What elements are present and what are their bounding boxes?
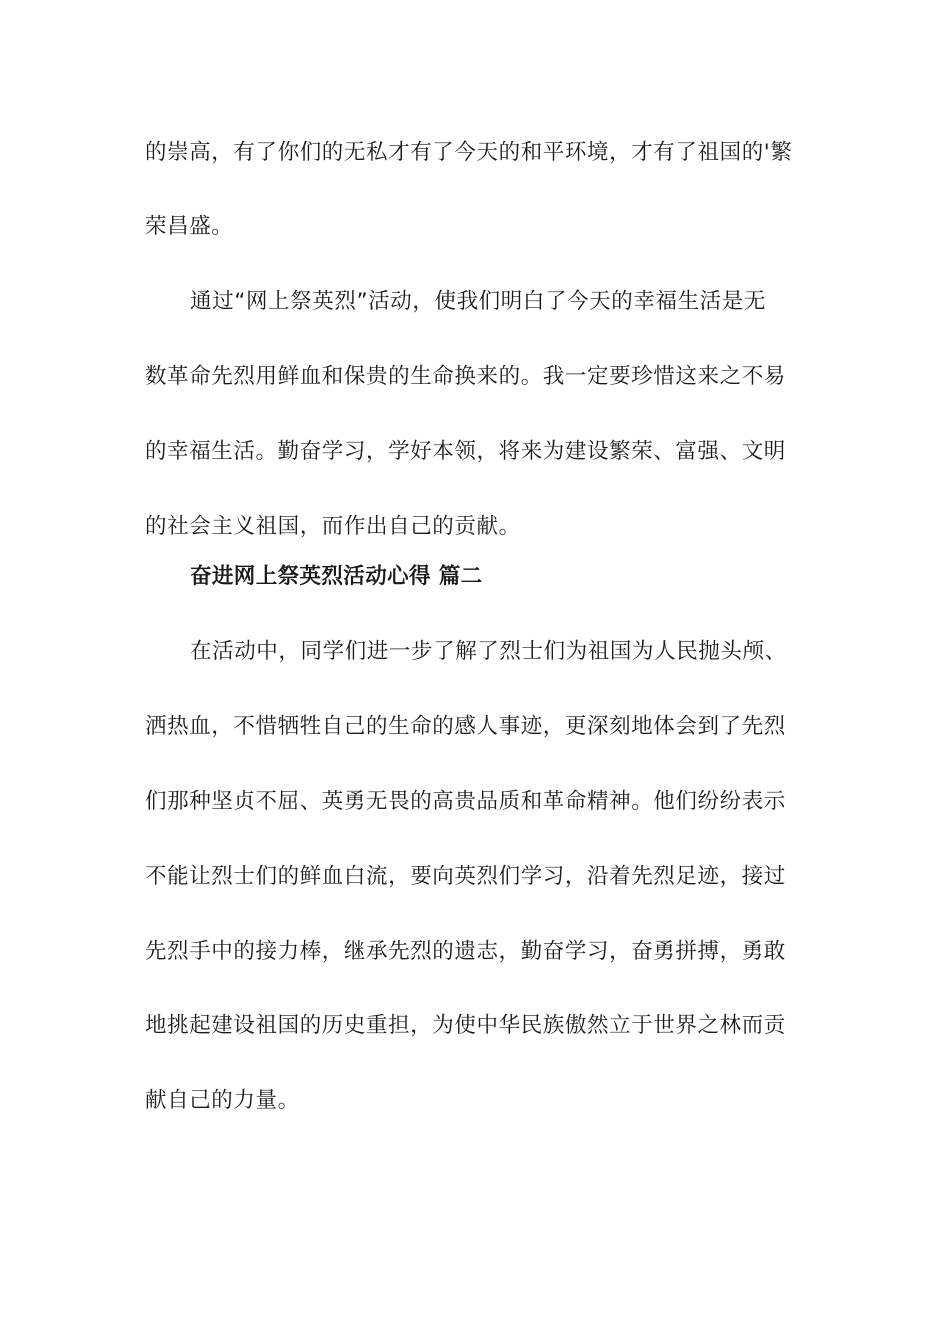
paragraph-line: 献自己的力量。 [145,1088,300,1113]
paragraph-line: 洒热血，不惜牺牲自己的生命的感人事迹，更深刻地体会到了先烈 [145,714,786,739]
paragraph-line: 荣昌盛。 [145,214,234,239]
paragraph-line: 地挑起建设祖国的历史重担，为使中华民族傲然立于世界之林而贡 [145,1013,786,1038]
paragraph-line: 的幸福生活。勤奋学习，学好本领，将来为建设繁荣、富强、文明 [145,439,786,464]
paragraph-line: 们那种坚贞不屈、英勇无畏的高贵品质和革命精神。他们纷纷表示 [145,789,786,814]
paragraph-line: 的崇高，有了你们的无私才有了今天的和平环境，才有了祖国的'繁 [145,140,793,165]
section-heading: 奋进网上祭英烈活动心得 篇二 [190,564,483,589]
paragraph-line: 的社会主义祖国，而作出自己的贡献。 [145,514,521,539]
paragraph-line: 先烈手中的接力棒，继承先烈的遗志，勤奋学习，奋勇拼搏，勇敢 [145,939,786,964]
paragraph-line: 数革命先烈用鲜血和保贵的生命换来的。我一定要珍惜这来之不易 [145,364,786,389]
paragraph-line: 不能让烈士们的鲜血白流，要向英烈们学习，沿着先烈足迹，接过 [145,864,786,889]
paragraph-line: 通过“网上祭英烈”活动，使我们明白了今天的幸福生活是无 [190,289,766,314]
paragraph-line: 在活动中，同学们进一步了解了烈士们为祖国为人民抛头颅、 [190,639,787,664]
